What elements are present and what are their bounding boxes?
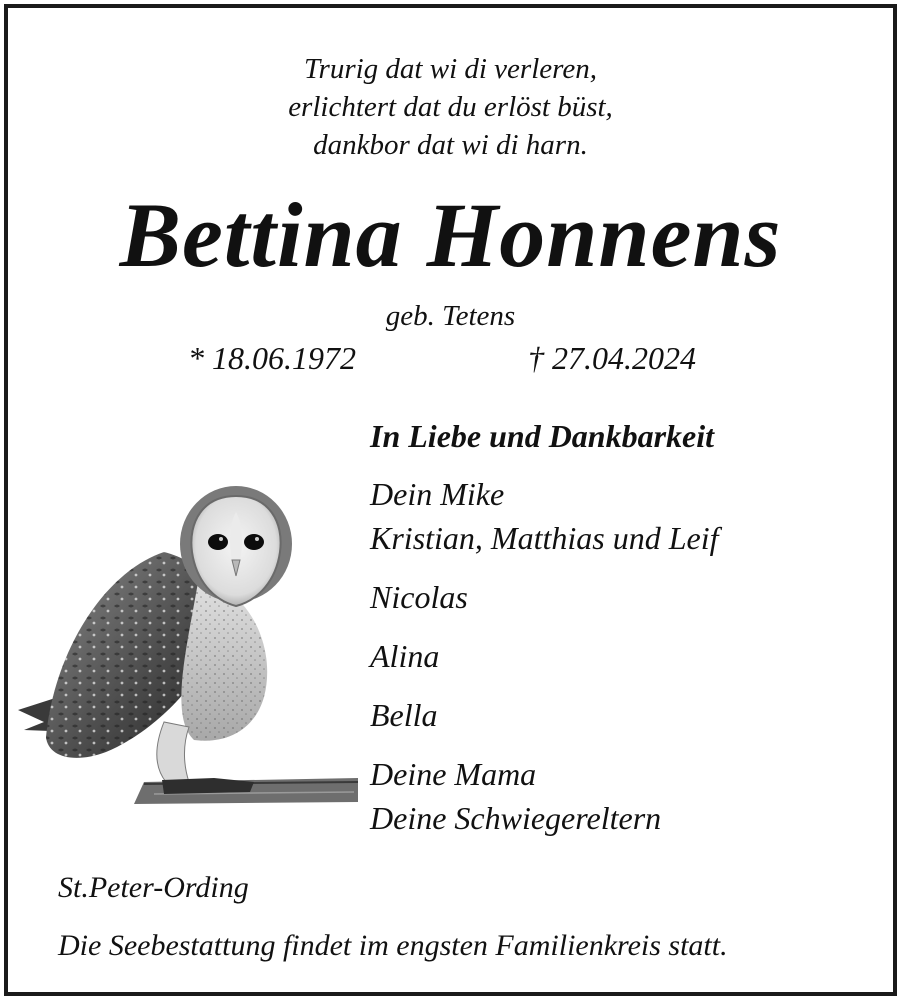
deceased-name: Bettina Honnens xyxy=(119,184,782,286)
mourner: Bella xyxy=(370,697,438,733)
mourner: Deine Schwiegereltern xyxy=(370,800,662,836)
mourner: Nicolas xyxy=(370,579,468,615)
mourners-heading: In Liebe und Dankbarkeit xyxy=(370,418,715,454)
motto-line-3: dankbor dat wi di harn. xyxy=(313,129,588,161)
mourner: Dein Mike xyxy=(370,476,505,512)
mourner: Kristian, Matthias und Leif xyxy=(370,520,719,556)
mourners-list xyxy=(370,414,718,840)
motto-line-2: erlichtert dat du erlöst büst, xyxy=(288,91,613,123)
burial-note: Die Seebestattung findet im engsten Familienkreis statt. xyxy=(58,929,728,962)
motto-line-1: Trurig dat wi di verleren, xyxy=(304,53,597,85)
barn-owl-icon xyxy=(14,482,358,806)
birth-date: * 18.06.1972 xyxy=(188,340,356,376)
mourner: Alina xyxy=(370,638,440,674)
birth-name: geb. Tetens xyxy=(385,300,516,332)
death-date: † 27.04.2024 xyxy=(528,340,696,376)
obituary-card xyxy=(4,4,897,996)
place-of-residence: St.Peter-Ording xyxy=(58,871,249,904)
motto xyxy=(8,50,893,164)
mourner: Deine Mama xyxy=(370,756,537,792)
